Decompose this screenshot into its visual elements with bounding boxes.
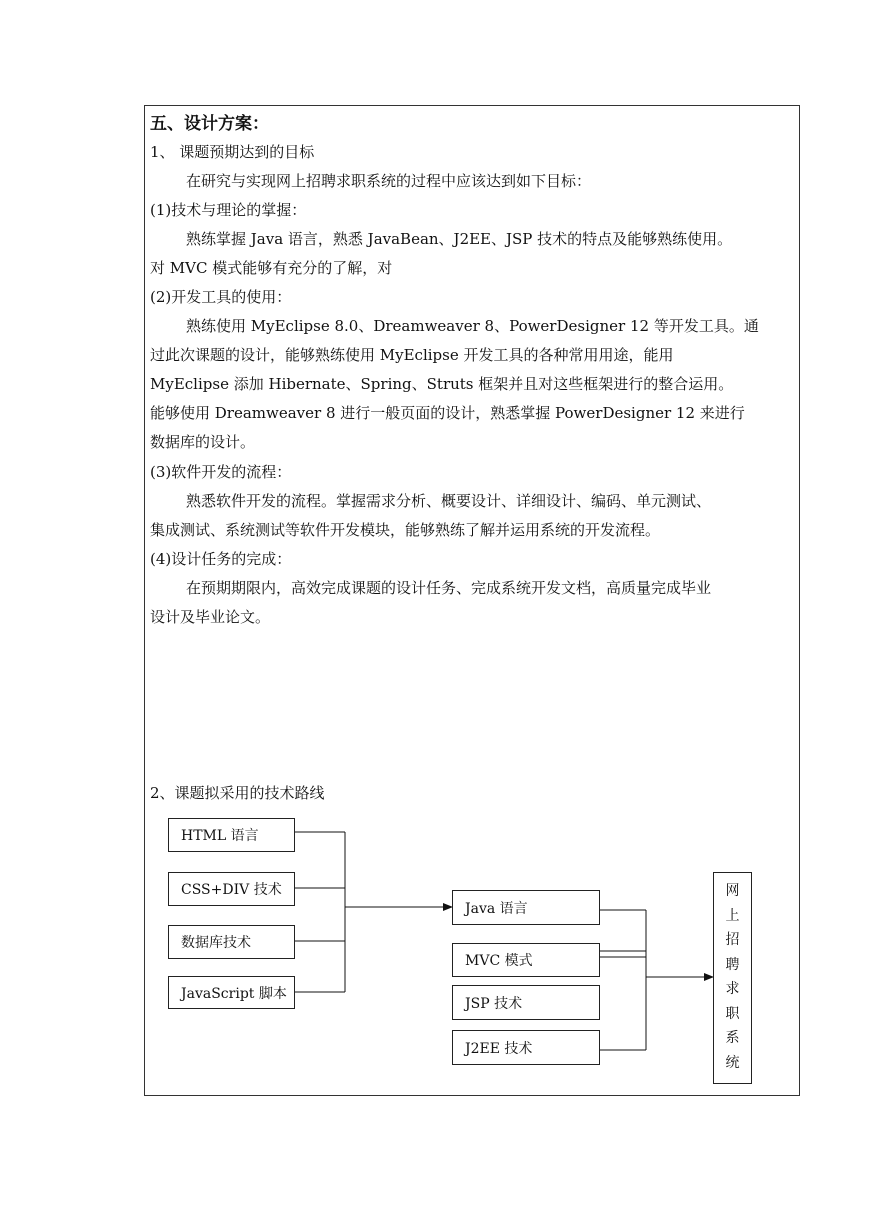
target-system-char: 网 bbox=[725, 883, 740, 899]
target-system-char: 求 bbox=[725, 981, 740, 997]
tech-box-label: Java 语言 bbox=[465, 900, 528, 917]
item3-line: 集成测试、系统测试等软件开发模块，能够熟练了解并运用系统的开发流程。 bbox=[150, 521, 661, 539]
target-system-char: 统 bbox=[725, 1054, 740, 1071]
item1-title: (1)技术与理论的掌握： bbox=[150, 201, 307, 219]
item2-line: 能够使用 Dreamweaver 8 进行一般页面的设计，熟悉掌握 PowerDesigner 12 来进行 bbox=[150, 404, 745, 422]
item1-line: 熟练掌握 Java 语言，熟悉 JavaBean、J2EE、JSP 技术的特点及能够熟练使用。 bbox=[186, 230, 733, 248]
target-system-char: 聘 bbox=[725, 956, 740, 973]
tech-box-java bbox=[452, 890, 600, 925]
item2-line: 熟练使用 MyEclipse 8.0、Dreamweaver 8、PowerDesigner 12 等开发工具。通 bbox=[186, 317, 759, 335]
target-system-box bbox=[713, 872, 752, 1084]
intro-paragraph: 在研究与实现网上招聘求职系统的过程中应该达到如下目标： bbox=[186, 172, 592, 190]
item2-line: 数据库的设计。 bbox=[150, 433, 256, 451]
tech-box-html bbox=[168, 818, 295, 852]
item2-line: MyEclipse 添加 Hibernate、Spring、Struts 框架并且对这些框架进行的整合运用。 bbox=[150, 375, 734, 393]
section1-title: 1、 课题预期达到的目标 bbox=[150, 143, 315, 161]
item3-line: 熟悉软件开发的流程。掌握需求分析、概要设计、详细设计、编码、单元测试、 bbox=[186, 492, 712, 510]
tech-box-jsp bbox=[452, 985, 600, 1020]
section2-title: 2、课题拟采用的技术路线 bbox=[150, 784, 325, 802]
item1-line: 对 MVC 模式能够有充分的了解，对 bbox=[150, 259, 393, 277]
tech-box-label: J2EE 技术 bbox=[465, 1040, 533, 1057]
item2-line: 过此次课题的设计，能够熟练使用 MyEclipse 开发工具的各种常用用途，能用 bbox=[150, 346, 674, 364]
tech-box-css-div bbox=[168, 872, 295, 906]
tech-box-j2ee bbox=[452, 1030, 600, 1065]
target-system-char: 职 bbox=[725, 1005, 740, 1022]
item2-title: (2)开发工具的使用： bbox=[150, 288, 292, 306]
target-system-char: 招 bbox=[725, 932, 740, 948]
tech-box-label: HTML 语言 bbox=[181, 828, 259, 844]
tech-box-mvc bbox=[452, 943, 600, 977]
target-system-char: 系 bbox=[725, 1030, 740, 1046]
tech-box-label: CSS+DIV 技术 bbox=[181, 882, 282, 898]
tech-box-label: JavaScript 脚本 bbox=[181, 985, 287, 1002]
section-heading: 五、设计方案： bbox=[150, 114, 269, 134]
tech-box-label: JSP 技术 bbox=[465, 995, 523, 1012]
tech-box-javascript bbox=[168, 976, 295, 1009]
target-system-char: 上 bbox=[725, 907, 740, 924]
item4-title: (4)设计任务的完成： bbox=[150, 550, 292, 568]
tech-box-database bbox=[168, 925, 295, 959]
tech-box-label: 数据库技术 bbox=[181, 935, 251, 951]
item3-title: (3)软件开发的流程： bbox=[150, 463, 292, 481]
tech-box-label: MVC 模式 bbox=[465, 953, 533, 969]
item4-line: 在预期期限内，高效完成课题的设计任务、完成系统开发文档，高质量完成毕业 bbox=[186, 579, 712, 597]
item4-line: 设计及毕业论文。 bbox=[150, 608, 271, 626]
